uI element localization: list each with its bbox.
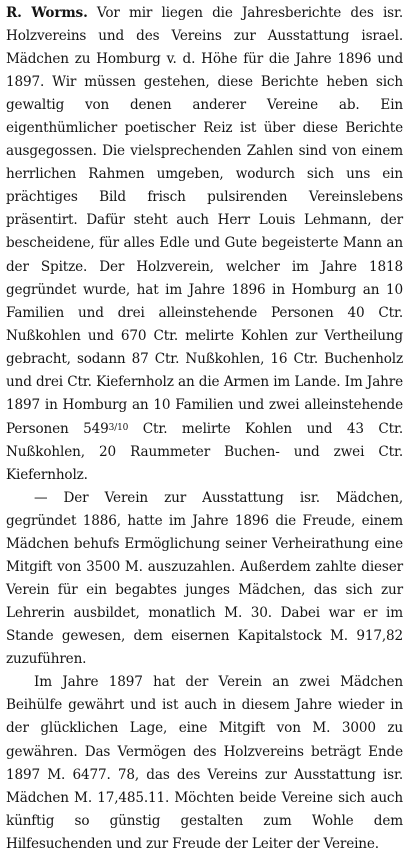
article-column (6, 2, 403, 856)
article-paragraph-2: — Der Verein zur Ausstattung isr. Mädchen, gegründet 1886, hatte im Jahre 1896 die Freude, einem Mädchen behufs Ermöglichung seiner Verheirathung eine Mitgift von 3500 M. auszuzahlen. Außerdem zahlte dieser Verein für ein begabtes junges Mädchen, das sich zur Lehrerin ausbildet, monatlich M. 30. Dabei war er im Stande gewesen, dem eisernen Kapitalstock M. 917,82 zuzuführen. (6, 489, 403, 668)
article-paragraph-3: Im Jahre 1897 hat der Verein an zwei Mädchen Beihülfe gewährt und ist auch in diesem Jahre wieder in der glücklichen Lage, eine Mitgift von M. 3000 zu gewähren. Das Vermögen des Holzvereins beträgt Ende 1897 M. 6477. 78, das des Vereins zur Ausstattung isr. Mädchen M. 17,485.11. Möchten beide Vereine sich auch künftig so günstig gestalten zum Wohle dem Hilfesuchenden und zur Freude der Leiter der Vereine. (6, 674, 403, 852)
fraction: 3/10 (108, 422, 129, 433)
paragraph-1-end: Ctr. melirte Kohlen und 43 Ctr. Nußkohlen, 20 Raummeter Buchen- und zwei Ctr. Kiefernholz. (6, 420, 404, 483)
article-paragraph-1 (6, 2, 403, 487)
paragraph-1-text: Vor mir liegen die Jahresberichte des isr. Holzvereins und des Vereins zur Ausstattung israel. Mädchen zu Homburg v. d. Höhe für die Jahre 1896 und 1897. Wir müssen gestehen, diese Berichte heben sich gewaltig von denen anderer Vereine ab. Ein eigenthümlicher poetischer Reiz ist über diese Berichte ausgegossen. Die vielsprechenden Zahlen sind von einem herrlichen Rahmen umgeben, wodurch sich uns ein prächtiges Bild frisch pulsirenden Vereinslebens präsentirt. Dafür steht auch Herr Louis Lehmann, der bescheidene, für alles Edle und Gute begeisterte Mann an der Spitze. Der Holzverein, welcher im Jahre 1818 gegründet wurde, hat im Jahre 1896 in Homburg an 10 Familien und drei alleinstehende Personen 40 Ctr. Nußkohlen und 670 Ctr. melirte Kohlen zur Vertheilung gebracht, sodann 87 Ctr. Nußkohlen, 16 Ctr. Buchenholz und drei Ctr. Kiefernholz an die Armen im Lande. Im Jahre 1897 in Homburg an 10 Familien und zwei alleinstehende Personen 549 (6, 5, 403, 437)
dateline: R. Worms. (6, 5, 88, 21)
